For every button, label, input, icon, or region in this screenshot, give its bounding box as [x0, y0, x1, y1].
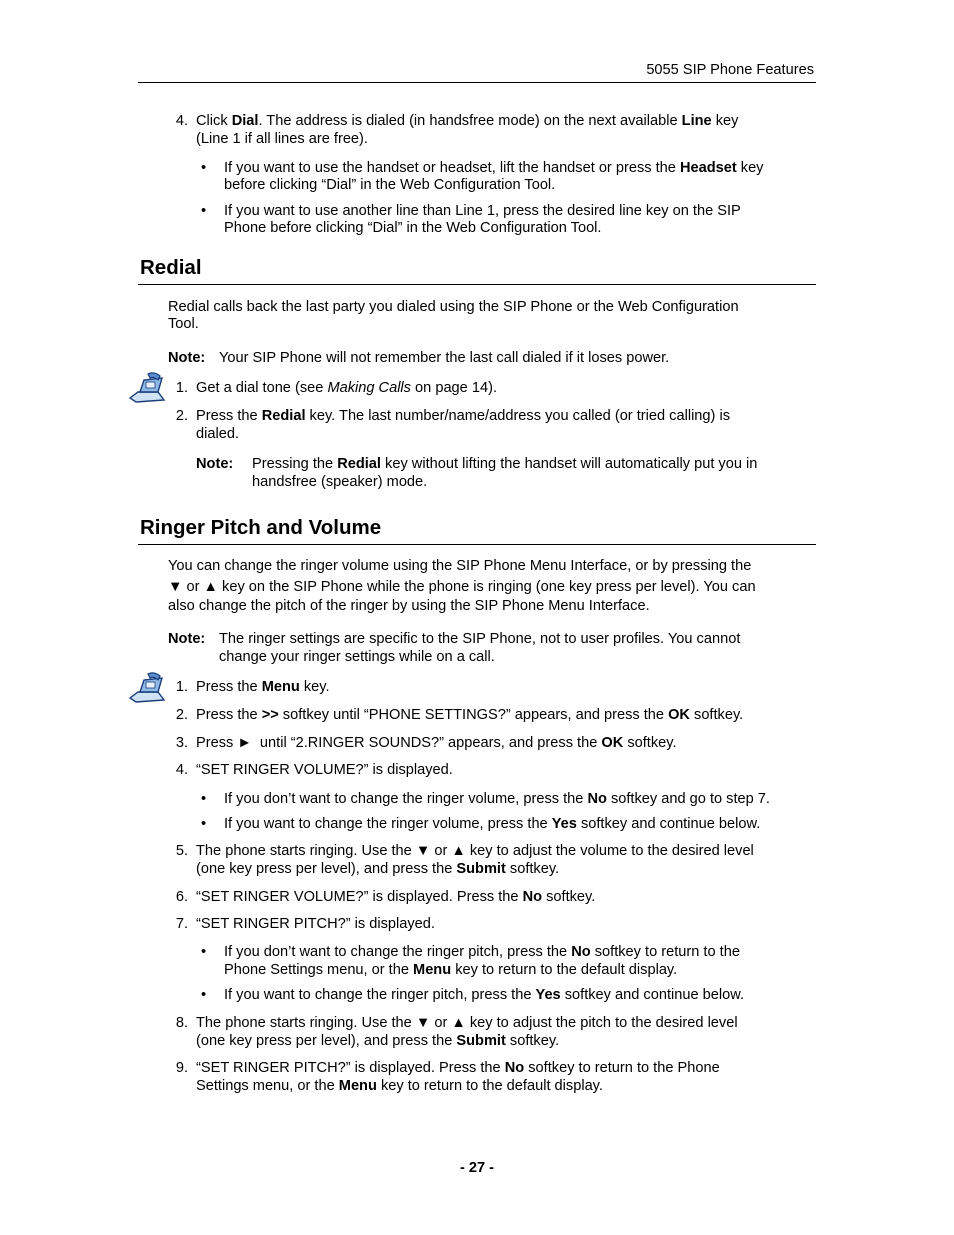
step-text: (Line 1 if all lines are free).	[196, 131, 368, 147]
bullet-text: If you want to change the ringer pitch, press the Yes softkey and continue below.	[224, 987, 745, 1003]
section-rule	[138, 284, 816, 285]
step-number: 8.	[175, 1015, 188, 1031]
running-header: 5055 SIP Phone Features	[646, 62, 814, 78]
paragraph: You can change the ringer volume using the SIP Phone Menu Interface, or by pressing the	[168, 558, 752, 574]
step-number: 4.	[175, 762, 188, 778]
header-rule	[138, 82, 816, 83]
note-label: Note:	[168, 350, 206, 366]
note-label: Note:	[168, 631, 206, 647]
note-text: The ringer settings are specific to the SIP Phone, not to user profiles. You cannot	[219, 631, 741, 647]
step-number: 3.	[175, 735, 188, 751]
note-text: Pressing the Redial key without lifting the handset will automatically put you in	[252, 456, 758, 472]
step-number: 7.	[175, 916, 188, 932]
step-number: 2.	[175, 707, 188, 723]
bullet-text: Phone before clicking “Dial” in the Web Configuration Tool.	[224, 220, 602, 236]
step-text: The phone starts ringing. Use the ▼ or ▲ key to adjust the volume to the desired level	[196, 843, 754, 859]
step-text: Get a dial tone (see Making Calls on page 14).	[196, 380, 497, 396]
note-label: Note:	[196, 456, 234, 472]
step-number: 1.	[175, 679, 188, 695]
step-number: 1.	[175, 380, 188, 396]
bullet-text: before clicking “Dial” in the Web Configuration Tool.	[224, 177, 556, 193]
step-number: 4.	[175, 113, 188, 129]
step-text: “SET RINGER PITCH?” is displayed. Press the No softkey to return to the Phone	[196, 1060, 720, 1076]
paragraph: ▼ or ▲ key on the SIP Phone while the phone is ringing (one key press per level). You can	[168, 579, 756, 595]
step-number: 9.	[175, 1060, 188, 1076]
step-text: Press the Menu key.	[196, 679, 330, 695]
note-text: change your ringer settings while on a call.	[219, 649, 495, 665]
paragraph: Tool.	[168, 316, 199, 332]
paragraph: also change the pitch of the ringer by using the SIP Phone Menu Interface.	[168, 598, 650, 614]
step-text: Settings menu, or the Menu key to return to the default display.	[196, 1078, 603, 1094]
phone-icon	[128, 672, 168, 704]
section-heading-redial: Redial	[140, 256, 202, 279]
step-text: (one key press per level), and press the Submit softkey.	[196, 1033, 560, 1049]
bullet-text: If you want to use another line than Line 1, press the desired line key on the SIP	[224, 203, 741, 219]
step-number: 2.	[175, 408, 188, 424]
phone-icon	[128, 372, 168, 404]
section-heading-ringer: Ringer Pitch and Volume	[140, 516, 382, 539]
step-text: dialed.	[196, 426, 240, 442]
step-text: “SET RINGER VOLUME?” is displayed.	[196, 762, 453, 778]
step-text: The phone starts ringing. Use the ▼ or ▲ key to adjust the pitch to the desired level	[196, 1015, 738, 1031]
step-number: 5.	[175, 843, 188, 859]
bullet-dot: •	[201, 816, 207, 832]
note-text: Your SIP Phone will not remember the last call dialed if it loses power.	[219, 350, 670, 366]
bullet-text: If you want to change the ringer volume, press the Yes softkey and continue below.	[224, 816, 761, 832]
bullet-text: If you don’t want to change the ringer pitch, press the No softkey to return to the	[224, 944, 740, 960]
bullet-dot: •	[201, 160, 207, 176]
note-text: handsfree (speaker) mode.	[252, 474, 428, 490]
step-text: “SET RINGER VOLUME?” is displayed. Press the No softkey.	[196, 889, 596, 905]
page-number: - 27 -	[459, 1160, 495, 1176]
step-text: “SET RINGER PITCH?” is displayed.	[196, 916, 435, 932]
bullet-dot: •	[201, 203, 207, 219]
section-rule	[138, 544, 816, 545]
bullet-dot: •	[201, 791, 207, 807]
bullet-dot: •	[201, 944, 207, 960]
paragraph: Redial calls back the last party you dialed using the SIP Phone or the Web Configuration	[168, 299, 739, 315]
step-text: Press the Redial key. The last number/name/address you called (or tried calling) is	[196, 408, 730, 424]
bullet-text: If you want to use the handset or headset, lift the handset or press the Headset key	[224, 160, 764, 176]
step-number: 6.	[175, 889, 188, 905]
bullet-dot: •	[201, 987, 207, 1003]
bullet-text: Phone Settings menu, or the Menu key to return to the default display.	[224, 962, 678, 978]
step-text: Click Dial. The address is dialed (in handsfree mode) on the next available Line key	[196, 113, 739, 129]
step-text: Press the >> softkey until “PHONE SETTINGS?” appears, and press the OK softkey.	[196, 707, 744, 723]
bullet-text: If you don’t want to change the ringer volume, press the No softkey and go to step 7.	[224, 791, 770, 807]
step-text: Press ► until “2.RINGER SOUNDS?” appears, and press the OK softkey.	[196, 735, 677, 751]
step-text: (one key press per level), and press the Submit softkey.	[196, 861, 560, 877]
